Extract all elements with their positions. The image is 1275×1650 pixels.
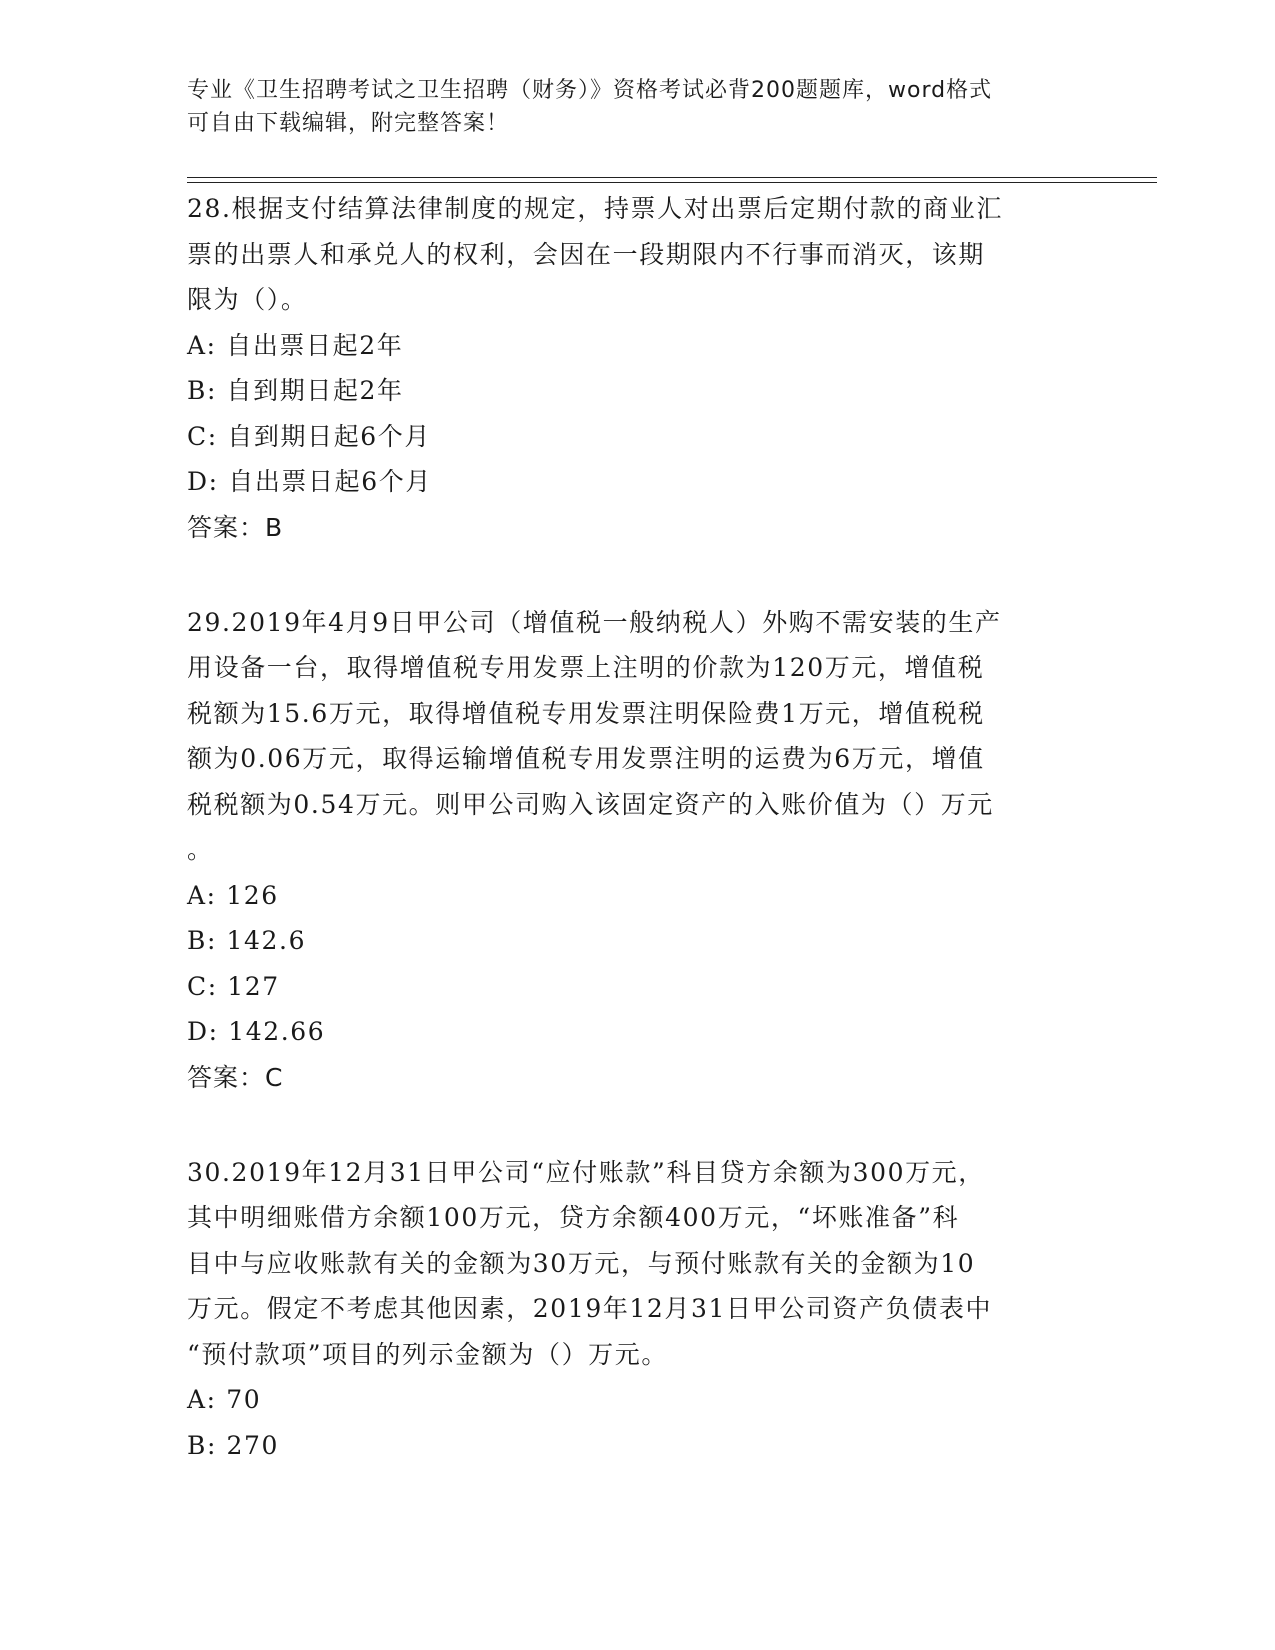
spacer [187, 550, 1087, 600]
question-text-line: 28.根据支付结算法律制度的规定，持票人对出票后定期付款的商业汇 [187, 194, 1003, 223]
option-b: B: 142.6 [187, 926, 307, 955]
question-text-line: 限为（）。 [187, 285, 308, 314]
option-b: B: 自到期日起2年 [187, 376, 404, 405]
question-text-line: 税税额为0.54万元。则甲公司购入该固定资产的入账价值为（）万元 [187, 789, 994, 819]
option-c: C: 127 [187, 971, 280, 1001]
question-text-line: 额为0.06万元，取得运输增值税专用发票注明的运费为6万元，增值 [187, 744, 985, 773]
header-line-2: 可自由下载编辑，附完整答案！ [187, 111, 510, 136]
question-text-line: 。 [187, 835, 214, 864]
question-text-line: 用设备一台，取得增值税专用发票上注明的价款为120万元，增值税 [187, 653, 985, 682]
option-a: A: 126 [187, 880, 279, 910]
question-text-line: 税额为15.6万元，取得增值税专用发票注明保险费1万元，增值税税 [187, 698, 985, 728]
question-text-line: 30.2019年12月31日甲公司“应付账款”科目贷方余额为300万元， [187, 1157, 985, 1187]
option-d: D: 142.66 [187, 1017, 326, 1046]
option-a: A: 70 [187, 1385, 262, 1414]
question-text-line: 目中与应收账款有关的金额为30万元，与预付账款有关的金额为10 [187, 1248, 976, 1278]
question-list [187, 186, 1087, 1468]
question-text-line: 票的出票人和承兑人的权利，会因在一段期限内不行事而消灭，该期 [187, 239, 986, 269]
question-29 [187, 600, 1087, 1100]
header-divider-bottom [187, 182, 1157, 183]
option-d: D: 自出票日起6个月 [187, 467, 432, 496]
question-28 [187, 186, 1087, 550]
option-c: C: 自到期日起6个月 [187, 421, 432, 451]
question-text-line: 万元。假定不考虑其他因素，2019年12月31日甲公司资产负债表中 [187, 1294, 993, 1323]
header-line-1: 专业《卫生招聘考试之卫生招聘（财务）》资格考试必背200题题库，word格式 [187, 78, 993, 103]
option-a: A: 自出票日起2年 [187, 330, 404, 360]
header-divider-top [187, 177, 1157, 178]
answer-label: 答案：B [187, 512, 284, 542]
spacer [187, 1100, 1087, 1150]
document-header [187, 74, 1067, 140]
answer-label: 答案：C [187, 1062, 284, 1092]
option-b: B: 270 [187, 1430, 280, 1460]
question-text-line: “预付款项”项目的列示金额为（）万元。 [187, 1339, 668, 1369]
question-text-line: 29.2019年4月9日甲公司（增值税一般纳税人）外购不需安装的生产 [187, 607, 1002, 637]
question-30 [187, 1150, 1087, 1469]
question-text-line: 其中明细账借方余额100万元，贷方余额400万元，“坏账准备”科 [187, 1203, 960, 1232]
